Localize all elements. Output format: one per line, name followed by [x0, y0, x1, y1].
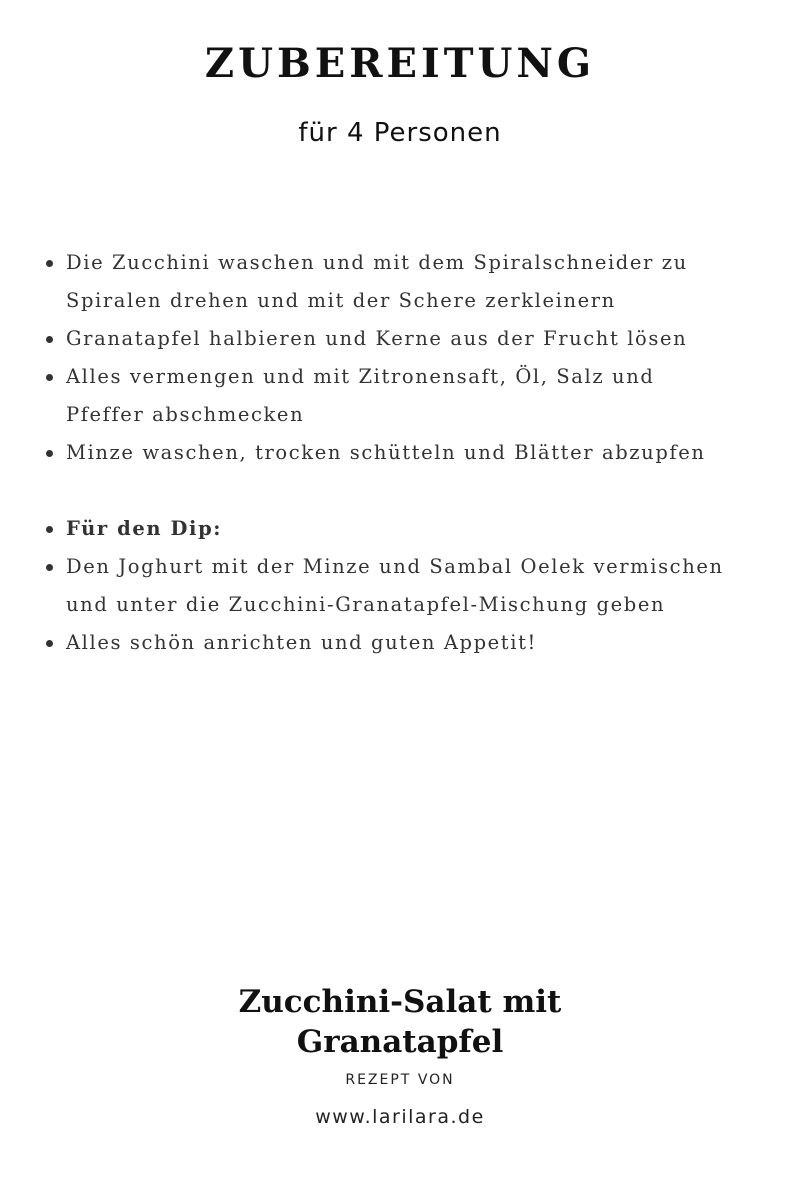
step-item	[46, 434, 786, 472]
step-text-line-1: Den Joghurt mit der Minze und Sambal Oelek vermischen	[66, 555, 724, 578]
recipe-title-line-2: Granatapfel	[296, 1024, 504, 1060]
recipe-title	[0, 982, 800, 1062]
step-text-line-1: Alles vermengen und mit Zitronensaft, Öl, Salz und	[66, 365, 655, 388]
website-url: www.larilara.de	[315, 1106, 485, 1128]
step-text-line-1: Alles schön anrichten und guten Appetit!	[66, 631, 537, 654]
recipe-by-label: REZEPT VON	[345, 1072, 455, 1088]
step-text-line-1: Granatapfel halbieren und Kerne aus der Frucht lösen	[66, 327, 688, 350]
step-item	[46, 320, 786, 358]
recipe-title-line-1: Zucchini-Salat mit	[238, 984, 562, 1020]
step-item	[46, 548, 786, 624]
step-text-line-2: und unter die Zucchini-Granatapfel-Mischung geben	[66, 593, 666, 616]
preparation-steps-list	[46, 244, 786, 662]
step-item	[46, 244, 786, 320]
step-item	[46, 358, 786, 434]
servings-subtitle: für 4 Personen	[298, 118, 502, 148]
step-text-line-1: Minze waschen, trocken schütteln und Blätter abzupfen	[66, 441, 706, 464]
step-text-line-2: Spiralen drehen und mit der Schere zerkleinern	[66, 289, 616, 312]
step-item	[46, 624, 786, 662]
step-text-line-2: Pfeffer abschmecken	[66, 403, 305, 426]
dip-section-heading	[46, 510, 786, 548]
dip-heading-text: Für den Dip:	[66, 517, 223, 540]
step-text-line-1: Die Zucchini waschen und mit dem Spiralschneider zu	[66, 251, 688, 274]
page-title: ZUBEREITUNG	[204, 40, 596, 87]
